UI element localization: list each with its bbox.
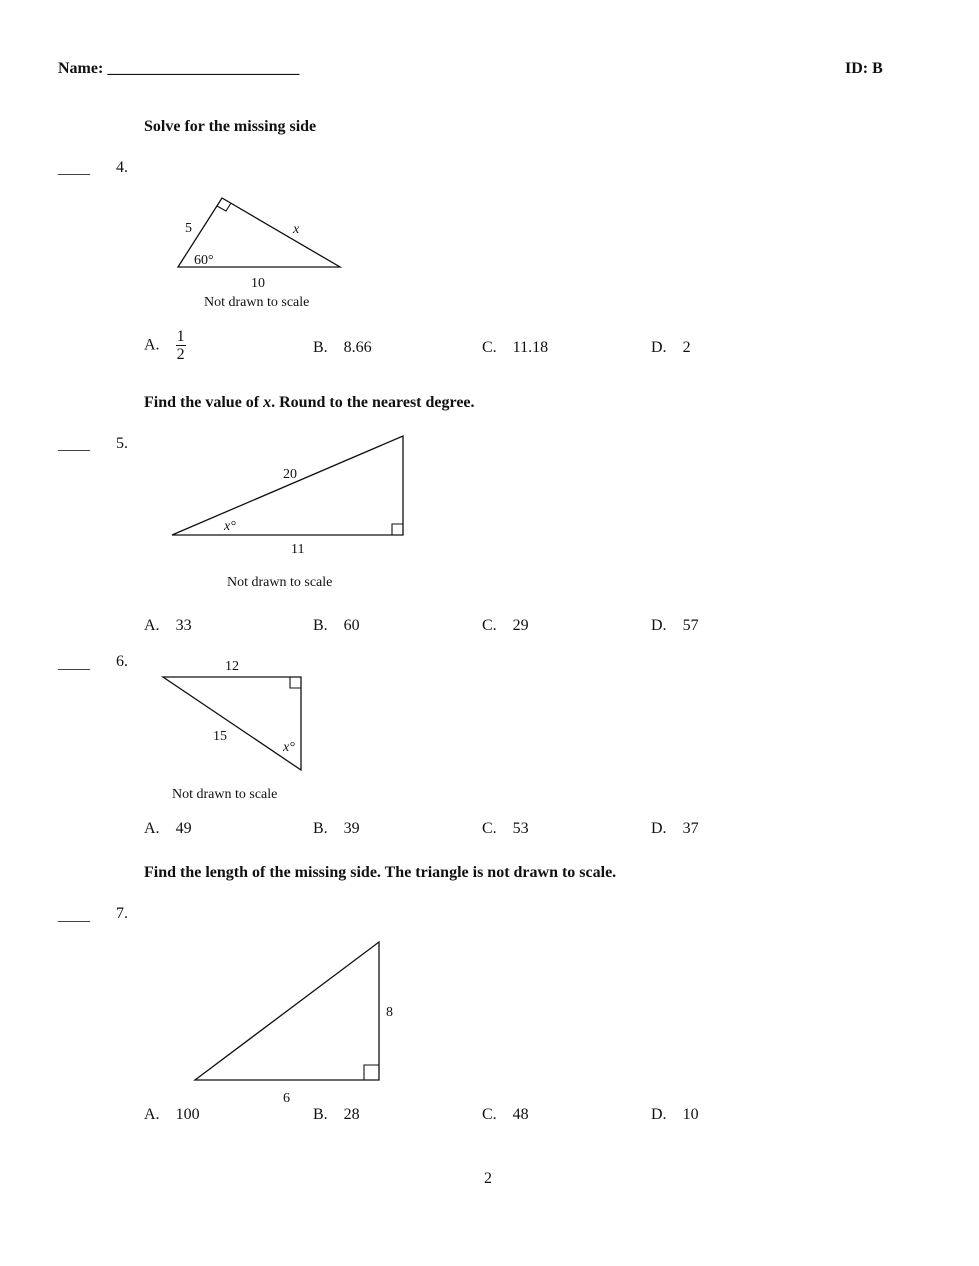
question-number-4: 4. [116,159,128,176]
choice-d-5 [651,617,699,635]
choice-d-7 [651,1106,699,1124]
choice-value: 49 [175,820,192,837]
not-to-scale-note-5: Not drawn to scale [227,575,333,590]
hypotenuse-label-20: 20 [283,467,297,482]
hypotenuse-label-15: 15 [213,729,227,744]
choice-value: 2 [682,339,691,356]
choice-value: 53 [512,820,529,837]
not-to-scale-note-6: Not drawn to scale [172,787,278,802]
question-number-5: 5. [116,435,128,452]
base-label-11: 11 [291,542,305,557]
choice-b-5 [313,617,360,635]
choice-a-6 [144,820,192,838]
triangle-figure-5 [160,425,420,595]
side-label-x: x [293,222,300,237]
page-number: 2 [484,1170,492,1187]
choice-value: 60 [343,617,360,634]
side-label-5: 5 [185,221,192,236]
choice-letter: D. [651,820,667,837]
name-line: ________________________ [107,60,300,77]
choice-a-4 [144,328,186,363]
choice-value: 29 [512,617,529,634]
choice-letter: C. [482,339,497,356]
answer-blank-7: ____ [58,907,90,924]
angle-label-60: 60° [194,253,214,268]
triangle-6 [163,677,301,770]
choice-a-7 [144,1106,200,1124]
choice-c-7 [482,1106,529,1124]
choice-letter: B. [313,1106,328,1123]
choice-letter: D. [651,339,667,356]
fraction-one-half [176,328,186,363]
answer-blank-5: ____ [58,436,90,453]
top-label-12: 12 [225,659,239,674]
section-heading-2-part-b: . Round to the nearest degree. [271,394,475,411]
choice-letter: C. [482,1106,497,1123]
choice-letter: D. [651,1106,667,1123]
choice-b-4 [313,339,372,357]
choice-letter: B. [313,339,328,356]
name-label: Name: [58,60,104,77]
choice-d-4 [651,339,691,357]
choice-letter: C. [482,617,497,634]
choice-a-5 [144,617,192,635]
triangle-5 [172,436,403,535]
answer-blank-6: ____ [58,655,90,672]
question-number-6: 6. [116,653,128,670]
angle-label-x: x° [224,519,236,534]
choice-value: 39 [343,820,360,837]
choice-value: 33 [175,617,192,634]
answer-blank-4: ____ [58,160,90,177]
choice-c-5 [482,617,529,635]
section-heading-2-part-a: Find the value of [144,394,264,411]
choice-letter: A. [144,1106,160,1123]
question-number-7: 7. [116,905,128,922]
section-heading-1: Solve for the missing side [144,118,317,135]
choice-b-6 [313,820,360,838]
choice-c-6 [482,820,529,838]
id-label: ID: [845,60,869,77]
name-field [58,60,299,78]
choice-value: 11.18 [512,339,549,356]
choice-value: 37 [682,820,699,837]
choice-letter: C. [482,820,497,837]
choice-value: 100 [175,1106,200,1123]
triangle-figure-7 [185,932,405,1108]
choice-value: 10 [682,1106,699,1123]
id-value: B [872,60,883,77]
right-angle-mark-6 [290,677,301,688]
choice-c-4 [482,339,548,357]
choice-d-6 [651,820,699,838]
right-angle-mark-7 [364,1065,379,1080]
choice-letter: B. [313,617,328,634]
triangle-figure-4 [170,190,360,315]
triangle-7 [195,942,379,1080]
choice-value: 48 [512,1106,529,1123]
choice-b-7 [313,1106,360,1124]
choice-value: 8.66 [343,339,372,356]
id-field [845,60,883,78]
right-angle-mark-5 [392,524,403,535]
fraction-numerator: 1 [176,328,185,345]
choice-letter: B. [313,820,328,837]
right-angle-mark-4 [217,203,231,211]
section-heading-2 [144,394,475,412]
triangle-figure-6 [155,652,325,807]
choice-letter: A. [144,820,160,837]
angle-label-x: x° [283,740,295,755]
choice-letter: A. [144,617,160,634]
section-heading-3: Find the length of the missing side. The triangle is not drawn to scale. [144,864,617,881]
base-label-6: 6 [283,1091,290,1106]
base-label-10: 10 [251,276,265,291]
section-heading-2-variable: x [263,394,272,411]
side-label-8: 8 [386,1005,393,1020]
choice-value: 57 [682,617,699,634]
choice-letter: A. [144,336,160,354]
choice-letter: D. [651,617,667,634]
choice-value: 28 [343,1106,360,1123]
not-to-scale-note-4: Not drawn to scale [204,295,310,310]
fraction-denominator: 2 [176,346,185,363]
